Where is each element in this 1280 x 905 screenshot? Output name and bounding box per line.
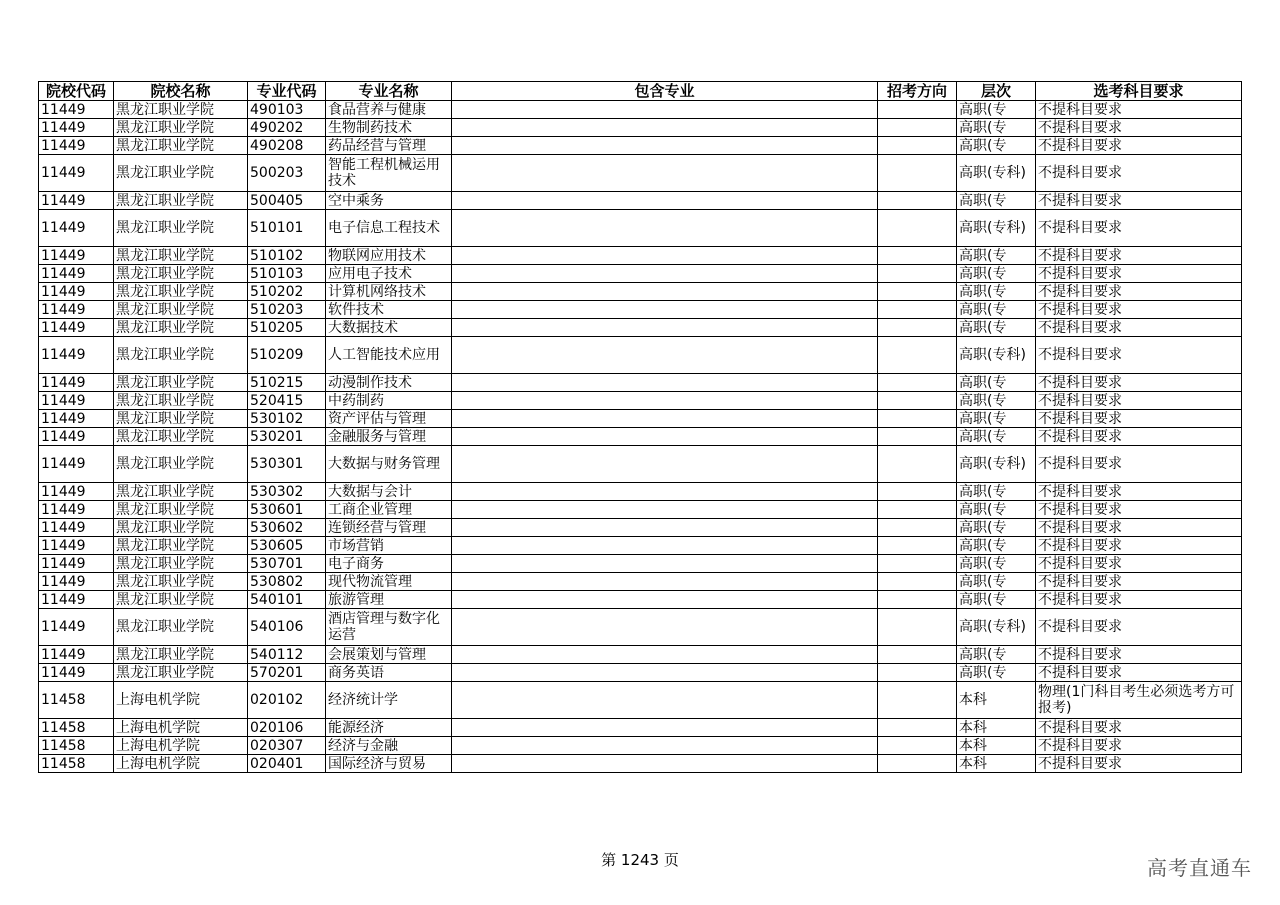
table-body xyxy=(39,101,1242,773)
cell-major-name: 应用电子技术 xyxy=(326,265,452,283)
cell-major-name: 现代物流管理 xyxy=(326,573,452,591)
cell-major-code: 530701 xyxy=(248,555,326,573)
table-row xyxy=(39,501,1242,519)
cell-major-name: 电子信息工程技术 xyxy=(326,210,452,247)
cell-level: 高职(专 xyxy=(957,319,1036,337)
cell-school-name: 黑龙江职业学院 xyxy=(114,519,248,537)
cell-school-code: 11458 xyxy=(39,737,114,755)
cell-school-name: 黑龙江职业学院 xyxy=(114,155,248,192)
cell-school-name: 黑龙江职业学院 xyxy=(114,446,248,483)
cell-included-majors xyxy=(452,283,878,301)
cell-subject-requirement: 不提科目要求 xyxy=(1036,719,1242,737)
cell-direction xyxy=(878,501,957,519)
cell-included-majors xyxy=(452,247,878,265)
cell-direction xyxy=(878,410,957,428)
cell-school-name: 黑龙江职业学院 xyxy=(114,265,248,283)
cell-direction xyxy=(878,210,957,247)
cell-major-code: 530102 xyxy=(248,410,326,428)
cell-major-code: 570201 xyxy=(248,664,326,682)
cell-school-code: 11449 xyxy=(39,247,114,265)
cell-subject-requirement: 不提科目要求 xyxy=(1036,609,1242,646)
cell-direction xyxy=(878,719,957,737)
cell-school-code: 11449 xyxy=(39,192,114,210)
cell-direction xyxy=(878,682,957,719)
header-major-name: 专业名称 xyxy=(326,82,452,101)
cell-direction xyxy=(878,646,957,664)
cell-level: 高职(专 xyxy=(957,119,1036,137)
cell-major-code: 510102 xyxy=(248,247,326,265)
cell-level: 高职(专 xyxy=(957,591,1036,609)
cell-school-name: 黑龙江职业学院 xyxy=(114,609,248,646)
cell-direction xyxy=(878,737,957,755)
cell-major-name: 人工智能技术应用 xyxy=(326,337,452,374)
table-row xyxy=(39,101,1242,119)
header-subject-requirement: 选考科目要求 xyxy=(1036,82,1242,101)
cell-level: 高职(专科) xyxy=(957,337,1036,374)
cell-school-code: 11449 xyxy=(39,392,114,410)
cell-subject-requirement: 不提科目要求 xyxy=(1036,319,1242,337)
cell-major-code: 490103 xyxy=(248,101,326,119)
cell-direction xyxy=(878,446,957,483)
cell-included-majors xyxy=(452,374,878,392)
cell-direction xyxy=(878,192,957,210)
cell-subject-requirement: 不提科目要求 xyxy=(1036,265,1242,283)
cell-level: 高职(专 xyxy=(957,392,1036,410)
cell-included-majors xyxy=(452,446,878,483)
cell-school-code: 11458 xyxy=(39,682,114,719)
cell-school-name: 黑龙江职业学院 xyxy=(114,101,248,119)
cell-subject-requirement: 不提科目要求 xyxy=(1036,428,1242,446)
cell-major-code: 530301 xyxy=(248,446,326,483)
cell-level: 高职(专 xyxy=(957,483,1036,501)
cell-major-code: 490202 xyxy=(248,119,326,137)
cell-included-majors xyxy=(452,646,878,664)
cell-school-code: 11449 xyxy=(39,319,114,337)
cell-subject-requirement: 不提科目要求 xyxy=(1036,591,1242,609)
cell-school-code: 11449 xyxy=(39,646,114,664)
cell-level: 高职(专 xyxy=(957,537,1036,555)
cell-direction xyxy=(878,301,957,319)
table-row xyxy=(39,210,1242,247)
cell-subject-requirement: 不提科目要求 xyxy=(1036,119,1242,137)
cell-included-majors xyxy=(452,337,878,374)
cell-major-name: 药品经营与管理 xyxy=(326,137,452,155)
header-school-code: 院校代码 xyxy=(39,82,114,101)
cell-subject-requirement: 不提科目要求 xyxy=(1036,737,1242,755)
cell-level: 本科 xyxy=(957,737,1036,755)
cell-school-name: 上海电机学院 xyxy=(114,737,248,755)
cell-included-majors xyxy=(452,555,878,573)
cell-school-code: 11449 xyxy=(39,501,114,519)
cell-included-majors xyxy=(452,737,878,755)
cell-direction xyxy=(878,591,957,609)
cell-direction xyxy=(878,137,957,155)
table-row xyxy=(39,483,1242,501)
cell-major-name: 旅游管理 xyxy=(326,591,452,609)
cell-direction xyxy=(878,428,957,446)
cell-major-name: 经济与金融 xyxy=(326,737,452,755)
cell-direction xyxy=(878,664,957,682)
cell-subject-requirement: 不提科目要求 xyxy=(1036,210,1242,247)
cell-subject-requirement: 不提科目要求 xyxy=(1036,392,1242,410)
cell-included-majors xyxy=(452,719,878,737)
cell-subject-requirement: 不提科目要求 xyxy=(1036,283,1242,301)
table-row xyxy=(39,719,1242,737)
cell-subject-requirement: 不提科目要求 xyxy=(1036,555,1242,573)
cell-level: 本科 xyxy=(957,682,1036,719)
cell-level: 高职(专 xyxy=(957,247,1036,265)
cell-school-name: 黑龙江职业学院 xyxy=(114,428,248,446)
cell-major-name: 会展策划与管理 xyxy=(326,646,452,664)
cell-school-name: 黑龙江职业学院 xyxy=(114,137,248,155)
cell-direction xyxy=(878,374,957,392)
cell-major-name: 智能工程机械运用技术 xyxy=(326,155,452,192)
cell-major-code: 520415 xyxy=(248,392,326,410)
cell-level: 高职(专 xyxy=(957,137,1036,155)
cell-school-code: 11449 xyxy=(39,301,114,319)
cell-major-name: 中药制药 xyxy=(326,392,452,410)
watermark-logo: 高考直通车 xyxy=(1147,856,1252,880)
cell-subject-requirement: 不提科目要求 xyxy=(1036,646,1242,664)
cell-major-code: 510215 xyxy=(248,374,326,392)
cell-major-code: 020102 xyxy=(248,682,326,719)
cell-included-majors xyxy=(452,609,878,646)
cell-direction xyxy=(878,573,957,591)
cell-direction xyxy=(878,609,957,646)
cell-direction xyxy=(878,119,957,137)
cell-subject-requirement: 不提科目要求 xyxy=(1036,573,1242,591)
cell-major-name: 软件技术 xyxy=(326,301,452,319)
cell-included-majors xyxy=(452,483,878,501)
cell-major-name: 市场营销 xyxy=(326,537,452,555)
cell-subject-requirement: 不提科目要求 xyxy=(1036,446,1242,483)
admissions-table xyxy=(38,81,1242,773)
cell-subject-requirement: 不提科目要求 xyxy=(1036,337,1242,374)
cell-major-code: 510203 xyxy=(248,301,326,319)
cell-major-name: 大数据技术 xyxy=(326,319,452,337)
cell-level: 高职(专科) xyxy=(957,609,1036,646)
cell-school-name: 上海电机学院 xyxy=(114,755,248,773)
cell-direction xyxy=(878,247,957,265)
cell-school-name: 黑龙江职业学院 xyxy=(114,573,248,591)
cell-school-code: 11449 xyxy=(39,155,114,192)
cell-subject-requirement: 不提科目要求 xyxy=(1036,537,1242,555)
cell-direction xyxy=(878,555,957,573)
cell-level: 高职(专 xyxy=(957,101,1036,119)
table-row xyxy=(39,155,1242,192)
cell-level: 高职(专科) xyxy=(957,446,1036,483)
cell-school-code: 11449 xyxy=(39,337,114,374)
cell-included-majors xyxy=(452,755,878,773)
cell-major-code: 020106 xyxy=(248,719,326,737)
cell-subject-requirement: 不提科目要求 xyxy=(1036,301,1242,319)
cell-school-code: 11449 xyxy=(39,119,114,137)
cell-school-name: 黑龙江职业学院 xyxy=(114,210,248,247)
cell-major-code: 510101 xyxy=(248,210,326,247)
cell-included-majors xyxy=(452,682,878,719)
table-row xyxy=(39,737,1242,755)
cell-included-majors xyxy=(452,119,878,137)
cell-level: 高职(专 xyxy=(957,501,1036,519)
cell-level: 高职(专 xyxy=(957,265,1036,283)
cell-direction xyxy=(878,155,957,192)
cell-level: 高职(专 xyxy=(957,301,1036,319)
cell-level: 本科 xyxy=(957,719,1036,737)
cell-major-code: 500405 xyxy=(248,192,326,210)
cell-included-majors xyxy=(452,301,878,319)
cell-major-code: 530201 xyxy=(248,428,326,446)
cell-major-name: 大数据与会计 xyxy=(326,483,452,501)
cell-major-name: 动漫制作技术 xyxy=(326,374,452,392)
cell-school-name: 黑龙江职业学院 xyxy=(114,501,248,519)
cell-school-code: 11449 xyxy=(39,410,114,428)
table-row xyxy=(39,283,1242,301)
cell-direction xyxy=(878,519,957,537)
cell-included-majors xyxy=(452,410,878,428)
cell-direction xyxy=(878,319,957,337)
cell-direction xyxy=(878,101,957,119)
table-row xyxy=(39,392,1242,410)
table-row xyxy=(39,573,1242,591)
cell-level: 高职(专 xyxy=(957,573,1036,591)
table-row xyxy=(39,591,1242,609)
table-row xyxy=(39,247,1242,265)
cell-school-name: 黑龙江职业学院 xyxy=(114,119,248,137)
cell-level: 本科 xyxy=(957,755,1036,773)
cell-direction xyxy=(878,283,957,301)
cell-school-code: 11449 xyxy=(39,374,114,392)
cell-major-name: 生物制药技术 xyxy=(326,119,452,137)
header-major-code: 专业代码 xyxy=(248,82,326,101)
cell-major-code: 020307 xyxy=(248,737,326,755)
cell-subject-requirement: 不提科目要求 xyxy=(1036,137,1242,155)
cell-level: 高职(专 xyxy=(957,555,1036,573)
cell-school-name: 黑龙江职业学院 xyxy=(114,337,248,374)
cell-subject-requirement: 不提科目要求 xyxy=(1036,155,1242,192)
table-row xyxy=(39,319,1242,337)
cell-level: 高职(专 xyxy=(957,519,1036,537)
cell-major-code: 510205 xyxy=(248,319,326,337)
cell-school-name: 黑龙江职业学院 xyxy=(114,555,248,573)
cell-major-code: 490208 xyxy=(248,137,326,155)
cell-direction xyxy=(878,537,957,555)
cell-included-majors xyxy=(452,137,878,155)
cell-included-majors xyxy=(452,501,878,519)
cell-major-name: 电子商务 xyxy=(326,555,452,573)
page-number: 第 1243 页 xyxy=(601,851,679,869)
cell-major-code: 510202 xyxy=(248,283,326,301)
cell-major-code: 530601 xyxy=(248,501,326,519)
header-direction: 招考方向 xyxy=(878,82,957,101)
cell-school-name: 黑龙江职业学院 xyxy=(114,247,248,265)
cell-major-name: 食品营养与健康 xyxy=(326,101,452,119)
table-row xyxy=(39,301,1242,319)
cell-level: 高职(专 xyxy=(957,192,1036,210)
cell-school-code: 11458 xyxy=(39,755,114,773)
table-header-row xyxy=(39,82,1242,101)
cell-school-name: 黑龙江职业学院 xyxy=(114,301,248,319)
header-school-name: 院校名称 xyxy=(114,82,248,101)
cell-major-name: 计算机网络技术 xyxy=(326,283,452,301)
cell-subject-requirement: 物理(1门科目考生必须选考方可报考) xyxy=(1036,682,1242,719)
cell-school-code: 11449 xyxy=(39,265,114,283)
cell-included-majors xyxy=(452,573,878,591)
cell-major-name: 工商企业管理 xyxy=(326,501,452,519)
cell-school-code: 11449 xyxy=(39,609,114,646)
cell-subject-requirement: 不提科目要求 xyxy=(1036,101,1242,119)
table-row xyxy=(39,519,1242,537)
cell-major-code: 530602 xyxy=(248,519,326,537)
cell-direction xyxy=(878,392,957,410)
cell-major-code: 500203 xyxy=(248,155,326,192)
cell-school-code: 11449 xyxy=(39,519,114,537)
cell-direction xyxy=(878,337,957,374)
cell-included-majors xyxy=(452,101,878,119)
cell-included-majors xyxy=(452,428,878,446)
cell-included-majors xyxy=(452,664,878,682)
cell-major-code: 510209 xyxy=(248,337,326,374)
cell-school-code: 11449 xyxy=(39,446,114,483)
cell-subject-requirement: 不提科目要求 xyxy=(1036,374,1242,392)
cell-direction xyxy=(878,755,957,773)
cell-school-name: 黑龙江职业学院 xyxy=(114,646,248,664)
cell-included-majors xyxy=(452,210,878,247)
cell-major-code: 530302 xyxy=(248,483,326,501)
cell-included-majors xyxy=(452,519,878,537)
cell-included-majors xyxy=(452,155,878,192)
table-row xyxy=(39,446,1242,483)
cell-school-name: 上海电机学院 xyxy=(114,682,248,719)
cell-level: 高职(专 xyxy=(957,646,1036,664)
cell-major-name: 酒店管理与数字化运营 xyxy=(326,609,452,646)
table-row xyxy=(39,682,1242,719)
table-row xyxy=(39,755,1242,773)
cell-subject-requirement: 不提科目要求 xyxy=(1036,664,1242,682)
cell-major-name: 经济统计学 xyxy=(326,682,452,719)
cell-included-majors xyxy=(452,192,878,210)
cell-direction xyxy=(878,483,957,501)
cell-level: 高职(专 xyxy=(957,428,1036,446)
cell-school-code: 11458 xyxy=(39,719,114,737)
table-row xyxy=(39,337,1242,374)
table-row xyxy=(39,410,1242,428)
cell-included-majors xyxy=(452,392,878,410)
table-row xyxy=(39,664,1242,682)
cell-major-name: 金融服务与管理 xyxy=(326,428,452,446)
cell-school-code: 11449 xyxy=(39,210,114,247)
cell-major-code: 540106 xyxy=(248,609,326,646)
cell-subject-requirement: 不提科目要求 xyxy=(1036,483,1242,501)
table-row xyxy=(39,192,1242,210)
cell-subject-requirement: 不提科目要求 xyxy=(1036,501,1242,519)
cell-major-code: 530605 xyxy=(248,537,326,555)
cell-included-majors xyxy=(452,537,878,555)
cell-level: 高职(专 xyxy=(957,664,1036,682)
cell-major-name: 国际经济与贸易 xyxy=(326,755,452,773)
table-row xyxy=(39,428,1242,446)
cell-major-code: 540101 xyxy=(248,591,326,609)
cell-level: 高职(专 xyxy=(957,374,1036,392)
cell-school-name: 黑龙江职业学院 xyxy=(114,319,248,337)
cell-major-name: 空中乘务 xyxy=(326,192,452,210)
cell-school-code: 11449 xyxy=(39,664,114,682)
cell-school-name: 上海电机学院 xyxy=(114,719,248,737)
cell-school-name: 黑龙江职业学院 xyxy=(114,483,248,501)
cell-included-majors xyxy=(452,591,878,609)
header-level: 层次 xyxy=(957,82,1036,101)
cell-major-name: 商务英语 xyxy=(326,664,452,682)
cell-school-code: 11449 xyxy=(39,573,114,591)
cell-major-name: 连锁经营与管理 xyxy=(326,519,452,537)
cell-school-code: 11449 xyxy=(39,537,114,555)
cell-school-code: 11449 xyxy=(39,591,114,609)
cell-school-code: 11449 xyxy=(39,555,114,573)
cell-school-name: 黑龙江职业学院 xyxy=(114,374,248,392)
cell-included-majors xyxy=(452,319,878,337)
cell-school-code: 11449 xyxy=(39,483,114,501)
cell-school-name: 黑龙江职业学院 xyxy=(114,410,248,428)
cell-major-name: 大数据与财务管理 xyxy=(326,446,452,483)
cell-subject-requirement: 不提科目要求 xyxy=(1036,192,1242,210)
table-row xyxy=(39,555,1242,573)
cell-school-code: 11449 xyxy=(39,137,114,155)
table-row xyxy=(39,265,1242,283)
cell-school-code: 11449 xyxy=(39,428,114,446)
cell-level: 高职(专 xyxy=(957,283,1036,301)
cell-subject-requirement: 不提科目要求 xyxy=(1036,755,1242,773)
table-row xyxy=(39,646,1242,664)
cell-school-name: 黑龙江职业学院 xyxy=(114,192,248,210)
cell-direction xyxy=(878,265,957,283)
table-row xyxy=(39,119,1242,137)
cell-major-name: 资产评估与管理 xyxy=(326,410,452,428)
cell-school-name: 黑龙江职业学院 xyxy=(114,537,248,555)
cell-major-code: 510103 xyxy=(248,265,326,283)
cell-school-code: 11449 xyxy=(39,101,114,119)
cell-school-code: 11449 xyxy=(39,283,114,301)
cell-included-majors xyxy=(452,265,878,283)
cell-level: 高职(专科) xyxy=(957,155,1036,192)
cell-major-code: 540112 xyxy=(248,646,326,664)
cell-school-name: 黑龙江职业学院 xyxy=(114,664,248,682)
table-row xyxy=(39,609,1242,646)
table-row xyxy=(39,374,1242,392)
table-row xyxy=(39,537,1242,555)
cell-school-name: 黑龙江职业学院 xyxy=(114,591,248,609)
cell-school-name: 黑龙江职业学院 xyxy=(114,392,248,410)
header-included-majors: 包含专业 xyxy=(452,82,878,101)
cell-subject-requirement: 不提科目要求 xyxy=(1036,410,1242,428)
cell-school-name: 黑龙江职业学院 xyxy=(114,283,248,301)
cell-subject-requirement: 不提科目要求 xyxy=(1036,519,1242,537)
cell-major-code: 020401 xyxy=(248,755,326,773)
cell-major-code: 530802 xyxy=(248,573,326,591)
cell-level: 高职(专科) xyxy=(957,210,1036,247)
table-row xyxy=(39,137,1242,155)
cell-subject-requirement: 不提科目要求 xyxy=(1036,247,1242,265)
cell-major-name: 物联网应用技术 xyxy=(326,247,452,265)
cell-level: 高职(专 xyxy=(957,410,1036,428)
cell-major-name: 能源经济 xyxy=(326,719,452,737)
